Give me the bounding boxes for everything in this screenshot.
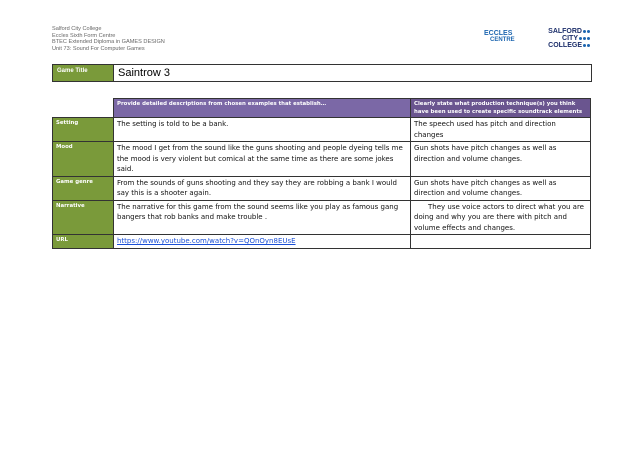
table-row <box>53 176 591 200</box>
header-line: Salford City College <box>52 26 102 32</box>
eccles-logo-text: CENTRE <box>490 37 515 43</box>
header-line: Unit 73: Sound For Computer Games <box>52 45 145 52</box>
table-header-row <box>53 99 591 118</box>
row-label: URL <box>53 235 114 249</box>
row-label: Setting <box>53 118 114 142</box>
table-row <box>53 200 591 235</box>
analysis-table <box>52 98 591 249</box>
description-cell: The setting is told to be a bank. <box>114 118 411 142</box>
table-row <box>53 118 591 142</box>
table-row <box>53 235 591 249</box>
row-label: Mood <box>53 142 114 177</box>
table-row <box>53 142 591 177</box>
technique-cell: Gun shots have pitch changes as well as direction and volume changes. <box>411 176 591 200</box>
game-title-value: Saintrow 3 <box>118 67 170 79</box>
row-label: Game genre <box>53 176 114 200</box>
game-title-label: Game Title <box>53 65 114 81</box>
description-cell: The mood I get from the sound like the guns shooting and people dyeing tells me the mood is very violent but comical at the same time as there are some jokes said. <box>114 142 411 177</box>
youtube-link[interactable]: https://www.youtube.com/watch?v=QOnOyn8EUsE <box>117 237 296 245</box>
eccles-centre-logo <box>484 30 522 52</box>
game-title-row <box>52 64 592 82</box>
technique-cell: The speech used has pitch and direction changes <box>411 118 591 142</box>
salford-logo-text: SALFORD <box>548 28 582 35</box>
row-label: Narrative <box>53 200 114 235</box>
blank-cell <box>53 99 114 118</box>
header-line: Eccles Sixth Form Centre <box>52 32 116 39</box>
technique-cell: Gun shots have pitch changes as well as direction and volume changes. <box>411 142 591 177</box>
description-cell: From the sounds of guns shooting and they say they are robbing a bank I would say this is a shooter again. <box>114 176 411 200</box>
technique-column-header: Clearly state what production technique(s) you think have been used to create specific soundtrack elements <box>411 99 591 118</box>
salford-logo-text: COLLEGE <box>548 42 582 49</box>
technique-cell: They use voice actors to direct what you are doing and why you are there with pitch and volume effects and changes. <box>411 200 591 235</box>
header-line: BTEC Extended Diploma in GAMES DESIGN <box>52 39 165 46</box>
description-column-header: Provide detailed descriptions from chosen examples that establish… <box>114 99 411 118</box>
salford-city-college-logo <box>530 28 590 54</box>
url-cell <box>114 235 411 249</box>
eccles-logo-text: ECCLES <box>484 30 513 37</box>
salford-logo-text: CITY <box>562 35 578 42</box>
document-header <box>52 26 165 52</box>
description-cell: The narrative for this game from the sound seems like you play as famous gang bangers that rob banks and make trouble . <box>114 200 411 235</box>
technique-cell <box>411 235 591 249</box>
